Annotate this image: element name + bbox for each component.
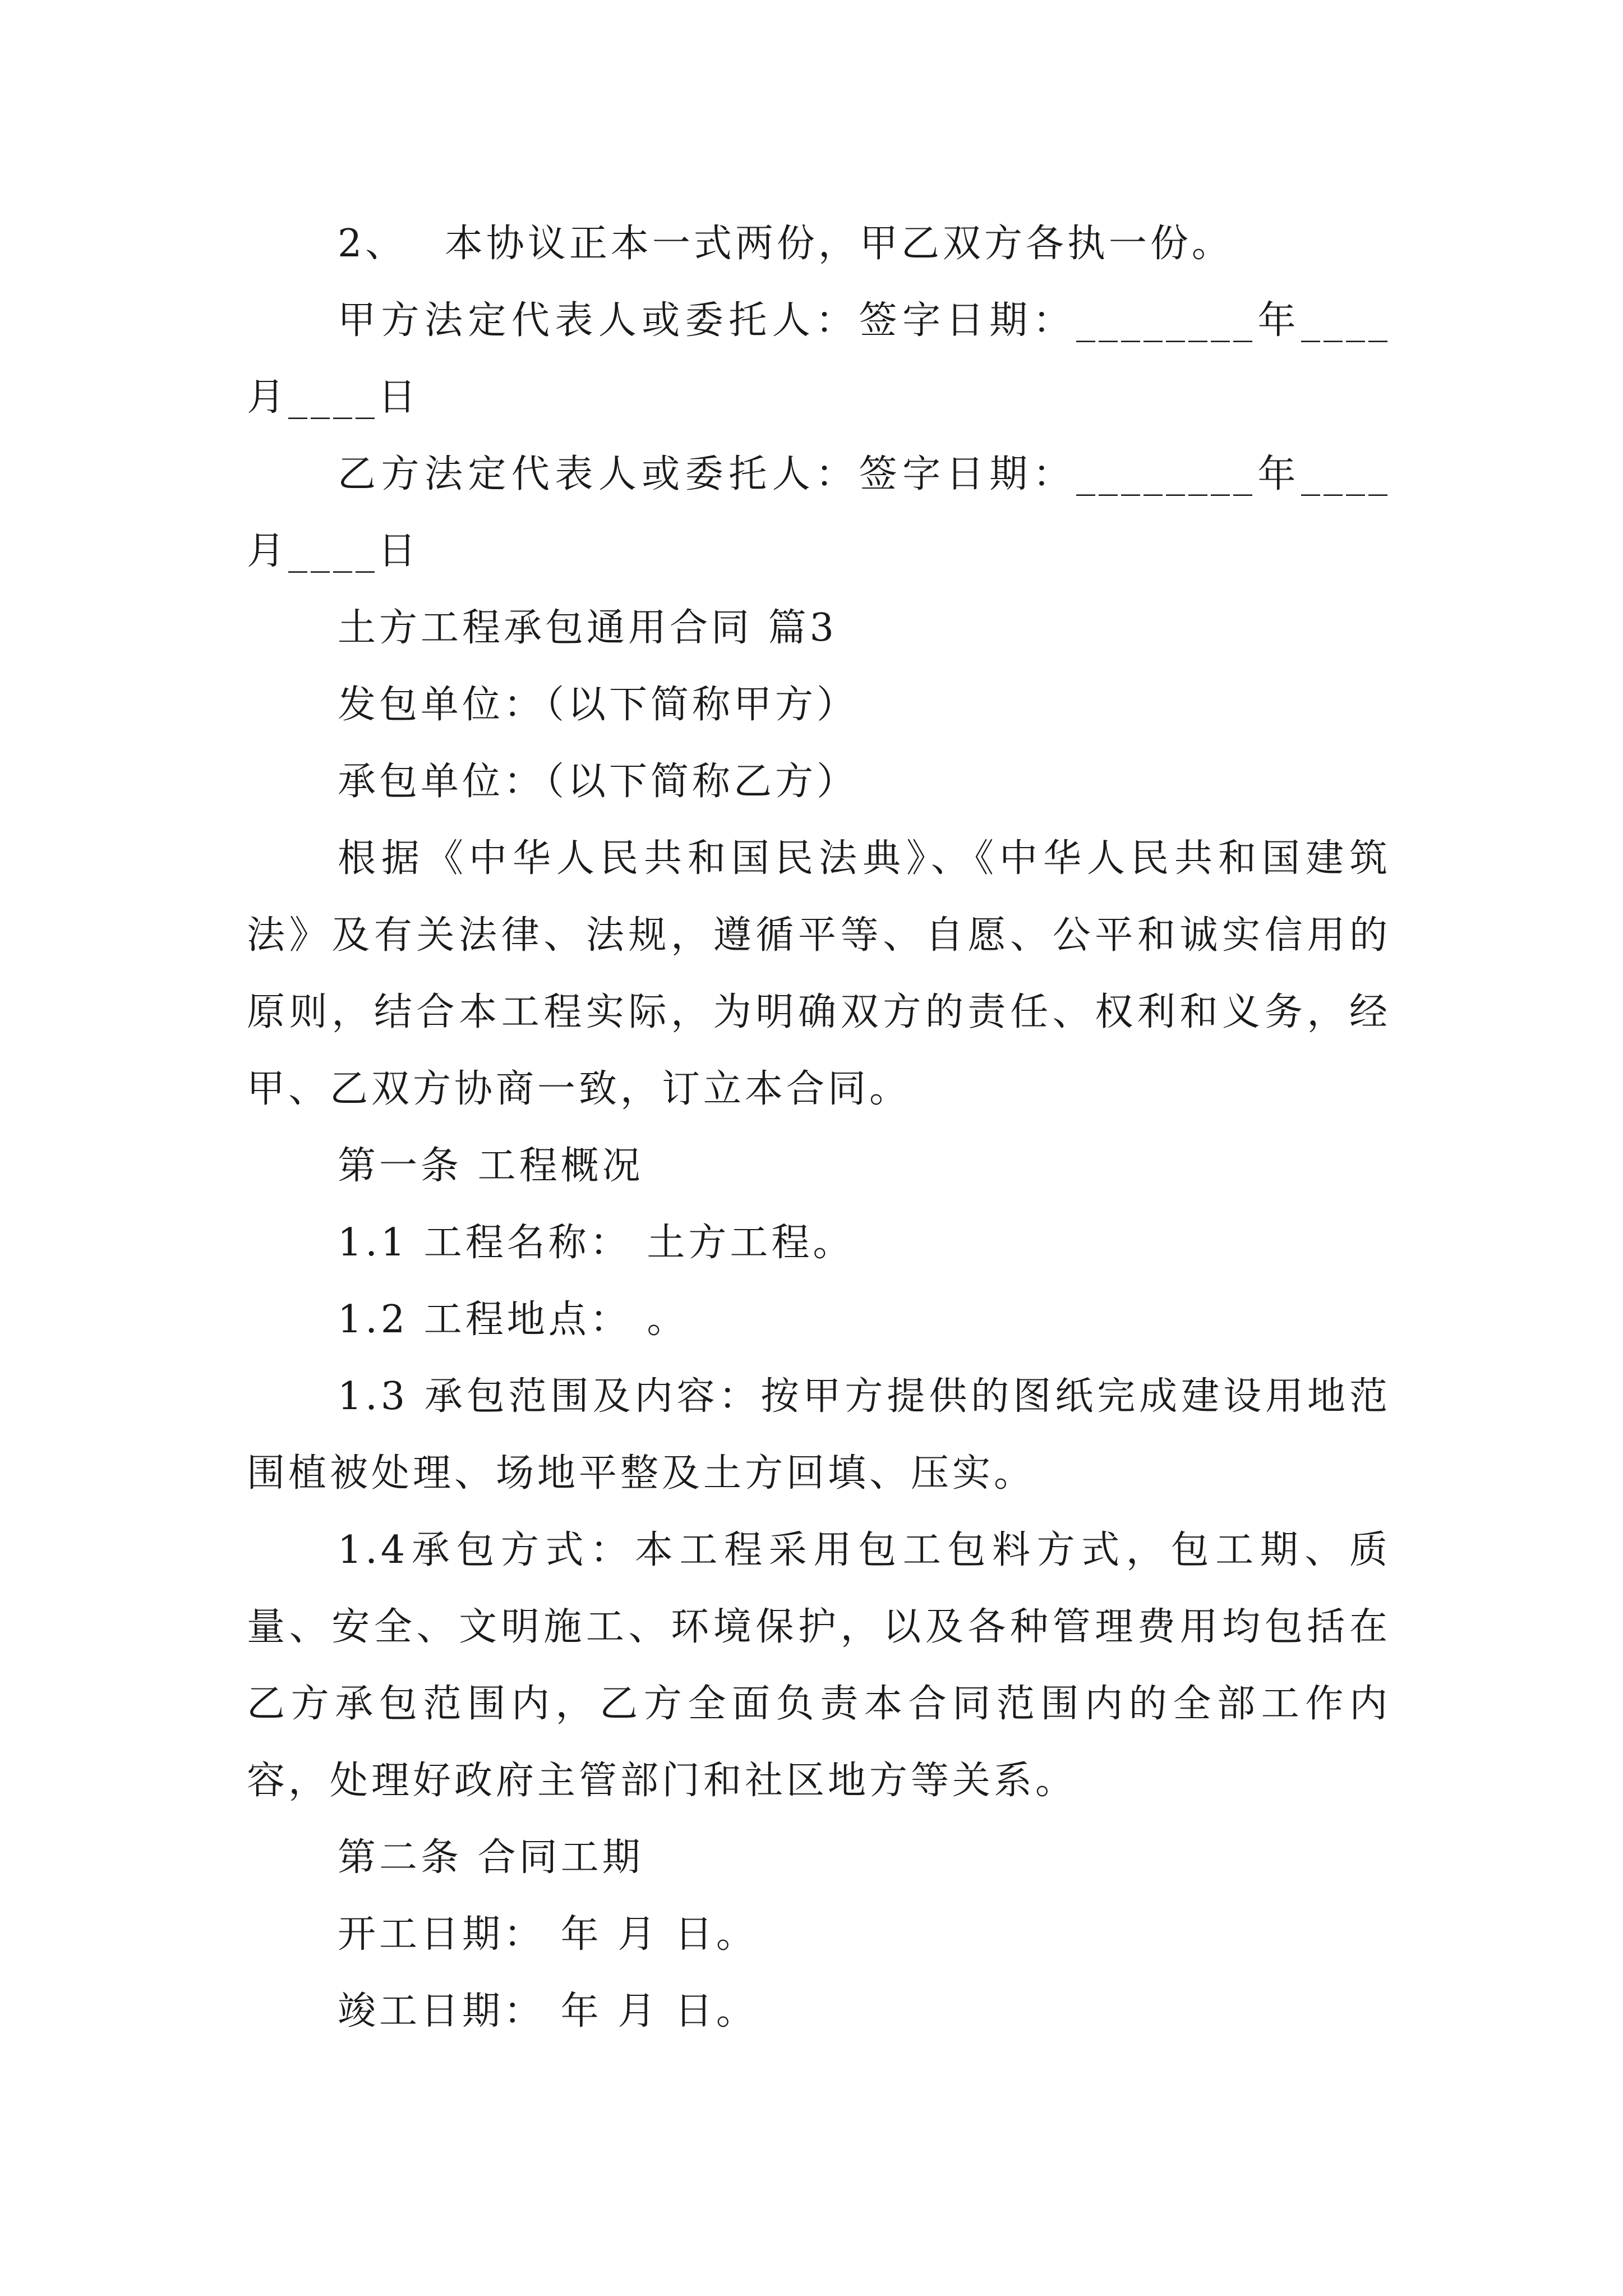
clause-1-4-contract-method: 1.4承包方式：本工程采用包工包料方式，包工期、质量、安全、文明施工、环境保护，以及各种管理费用均包括在乙方承包范围内，乙方全面负责本合同范围内的全部工作内容，处理好政府主管部门和社区地方等关系。 [247, 1528, 1391, 1803]
clause-1-2-project-location: 1.2 工程地点： 。 [338, 1297, 689, 1342]
agreement-copies-clause: 2、 本协议正本一式两份，甲乙双方各执一份。 [338, 222, 1233, 266]
party-b-signature-line: 乙方法定代表人或委托人：签字日期：________年____月____日 [247, 452, 1391, 573]
document-body [247, 205, 1391, 2050]
contractor-party-line: 承包单位：（以下简称乙方） [338, 760, 859, 804]
party-a-signature-line: 甲方法定代表人或委托人：签字日期：________年____月____日 [247, 298, 1391, 420]
clause-1-1-project-name: 1.1 工程名称： 土方工程。 [338, 1221, 855, 1265]
contract-section-title: 土方工程承包通用合同 篇3 [338, 606, 837, 650]
article-2-heading: 第二条 合同工期 [338, 1835, 644, 1880]
clause-1-3-scope: 1.3 承包范围及内容：按甲方提供的图纸完成建设用地范围植被处理、场地平整及土方回填、压实。 [247, 1374, 1391, 1496]
article-1-heading: 第一条 工程概况 [338, 1144, 644, 1188]
preamble-paragraph: 根据《中华人民共和国民法典》、《中华人民共和国建筑法》及有关法律、法规，遵循平等、自愿、公平和诚实信用的原则，结合本工程实际，为明确双方的责任、权利和义务，经甲、乙双方协商一致，订立本合同。 [247, 836, 1391, 1111]
start-date-line: 开工日期： 年 月 日。 [338, 1912, 758, 1957]
contracting-party-line: 发包单位：（以下简称甲方） [338, 683, 859, 727]
completion-date-line: 竣工日期： 年 月 日。 [338, 1989, 758, 2033]
